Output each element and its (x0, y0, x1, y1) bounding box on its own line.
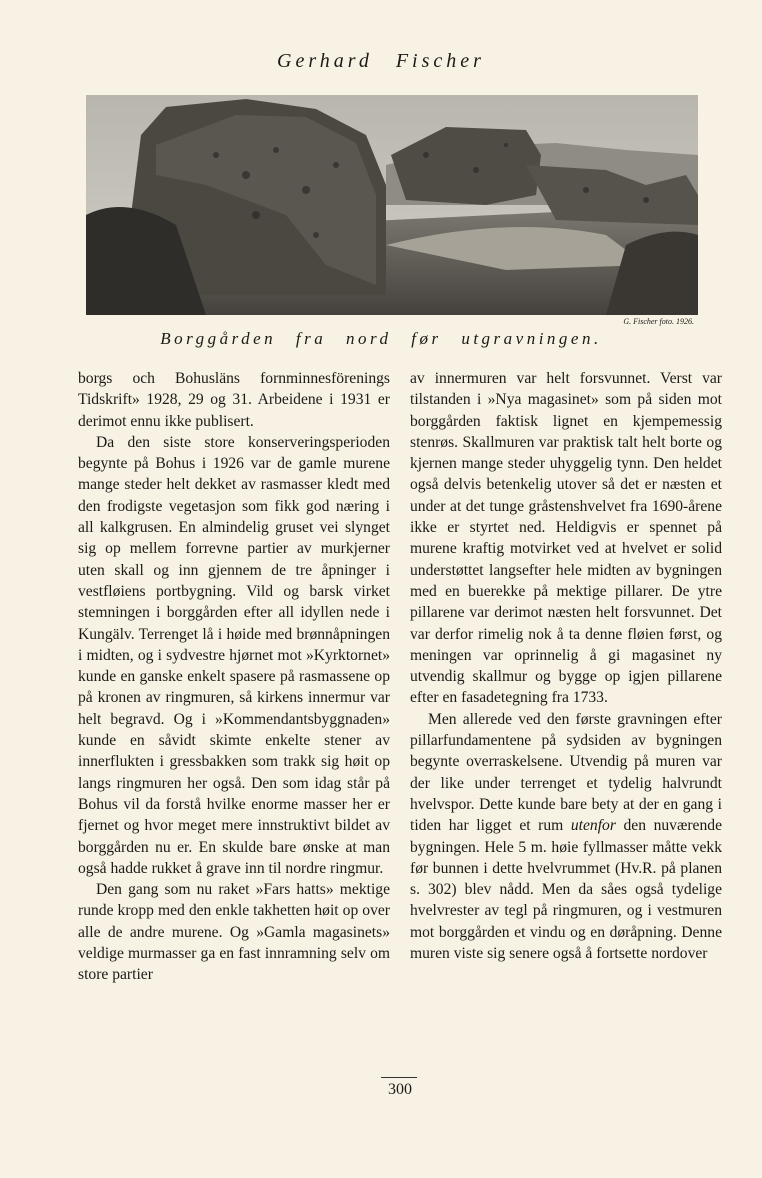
paragraph (410, 709, 722, 965)
paragraph: borgs och Bohusläns fornminnesförenings Tidskrift» 1928, 29 og 31. Arbeidene i 1931 er derimot ennu ikke publisert. (78, 370, 390, 430)
paragraph: Da den siste store konserveringsperioden begynte på Bohus i 1926 var de gamle murene mange steder helt dekket av rasmasser kledt med den frodigste vegetasjon som fikk god næring i all kalkgrusen. En almindelig gruset vei slynget sig op mellem forrevne partier av murkjerner uten skall og inn gjennem de tre åpninger i vestfløiens portbygning. Vild og barsk virket stemningen i borggården efter all idyllen nede i Kungälv. Terrenget lå i høide med brønnåpningen i midten, og i sydvestre hjørnet mot »Kyrktornet» kunde en ganske enkelt spasere på rasmassene op på kronen av ringmuren, så kirkens innermur var helt begravd. Og i »Kommendantsbyggnaden» kunde en såvidt skimte enkelte stener av innerflukten i gressbakken som trakk sig høit op langs ringmuren her også. Den som idag står på Bohus vil da forstå hvilke enorme masser her er fjernet og hvor meget mere innstruktivt bildet av borggården nu er. En skulde bare ønske at man også hadde rukket å grave inn til nordre ringmur. (78, 433, 390, 877)
ruin-photograph (86, 95, 698, 315)
paragraph: av innermuren var helt forsvunnet. Verst var tilstanden i »Nya magasinet» som på siden mot borggården faktisk lignet en kjempemessig stenrøs. Skallmuren var praktisk talt helt borte og kjernen mange steder uhyggelig tynn. Den heldet også delvis betenkelig utover så det er næsten et under at det tunge gråstenshvelvet fra 1690-årene ikke er styrtet ned. Heldigvis er spennet på murene kraftig motvirket ved at hvelvet er solid understøttet langsefter hele midten av bygningen med en buerekke på mektige pillarer. De ytre pillarene var derimot næsten helt forsvunnet. Det var derfor rimelig nok å ta denne fløien først, og meningen var oprinnelig å gi magasinet ny utvendig skallmur og bygge op igjen pillarene efter en fasadetegning fra 1733. (410, 370, 722, 707)
right-text-column (410, 368, 722, 964)
figure-caption: Borggården fra nord før utgravningen. (160, 329, 602, 348)
paragraph-text: Men allerede ved den første gravningen efter pillarfundamentene på sydsiden av bygningen begynte overraskelsene. Utvendig på muren var der like under terrenget et tydelig halvrundt hvelvspor. Dette kunde bare bety at der en gang i tiden har ligget et rum (410, 710, 722, 835)
emphasized-word: utenfor (570, 817, 616, 835)
photo-credit: G. Fischer foto. 1926. (623, 317, 694, 326)
left-text-column (78, 368, 390, 986)
paragraph-text: den nuværende bygningen. Hele 5 m. høie fyllmasser måtte vekk før bunnen i dette hvelvrummet (Hv.R. på planen s. 302) blev nådd. Men da såes også tydelige hvelvrester av tegl på ringmuren, og i vestmuren mot borggården et vindu og en døråpning. Denne muren viste sig senere også å fortsette nordover (410, 817, 722, 963)
page-number-rule (381, 1077, 417, 1078)
page-number: 300 (388, 1081, 412, 1098)
running-header: Gerhard Fischer (277, 50, 485, 72)
paragraph: Den gang som nu raket »Fars hatts» mektige runde kropp med den enkle takhetten høit op over alle de andre murene. Og »Gamla magasinets» veldige murmasser ga en fast innramning selv om store partier (78, 881, 390, 984)
